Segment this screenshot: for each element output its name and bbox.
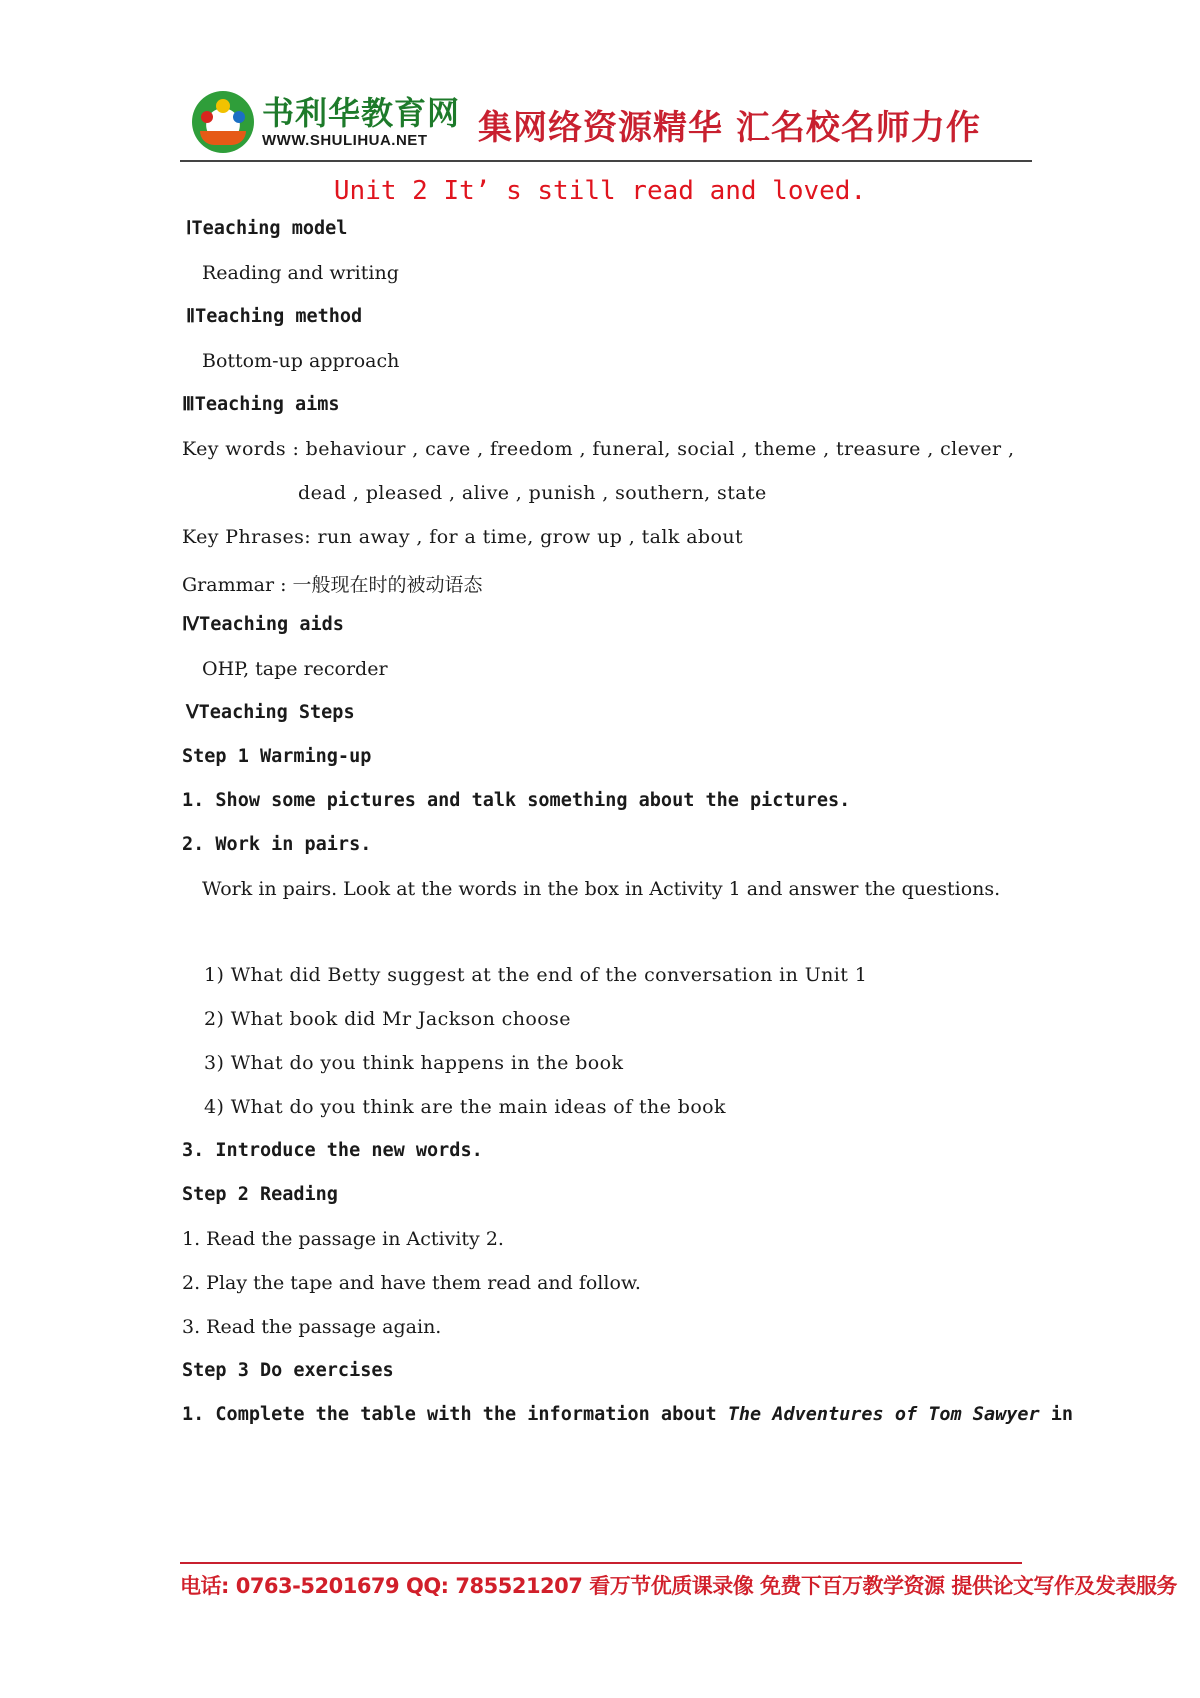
question-2: 2) What book did Mr Jackson choose <box>204 1008 571 1030</box>
question-1: 1) What did Betty suggest at the end of the conversation in Unit 1 <box>204 964 868 986</box>
step1-item-3: 3. Introduce the new words. <box>182 1140 483 1161</box>
header-slogan: 集网络资源精华 汇名校名师力作 <box>478 108 981 148</box>
step2-heading: Step 2 Reading <box>182 1184 338 1205</box>
site-logo <box>180 88 460 156</box>
key-phrases: Key Phrases: run away , for a time, grow up , talk about <box>182 526 743 548</box>
people-logo-icon <box>192 91 254 153</box>
step3-item-1-prefix: 1. Complete the table with the information about <box>182 1404 728 1425</box>
section-heading-method: ⅡTeaching method <box>186 306 363 327</box>
section-heading-model: ⅠTeaching model <box>186 218 348 239</box>
step3-item-1-suffix: in <box>1039 1404 1074 1425</box>
page-header <box>180 88 1032 156</box>
question-4: 4) What do you think are the main ideas of the book <box>204 1096 726 1118</box>
header-divider <box>180 160 1032 162</box>
section-content-model: Reading and writing <box>202 262 399 284</box>
grammar: Grammar : 一般现在时的被动语态 <box>182 574 483 596</box>
section-content-method: Bottom-up approach <box>202 350 400 372</box>
section-content-aids: OHP, tape recorder <box>202 658 388 680</box>
page-footer: 电话: 0763-5201679 QQ: 785521207 看万节优质课录像 免费下百万教学资源 提供论文写作及发表服务 <box>180 1574 1177 1598</box>
step1-item-2: 2. Work in pairs. <box>182 834 372 855</box>
step1-item-1: 1. Show some pictures and talk something about the pictures. <box>182 790 851 811</box>
logo-name: 书利华教育网 <box>262 94 461 132</box>
key-words-line-2: dead , pleased , alive , punish , southern, state <box>298 482 767 504</box>
step2-item-2: 2. Play the tape and have them read and follow. <box>182 1272 641 1294</box>
logo-url: WWW.SHULIHUA.NET <box>262 132 428 149</box>
section-heading-aims: ⅢTeaching aims <box>182 394 340 415</box>
question-3: 3) What do you think happens in the book <box>204 1052 624 1074</box>
page-title: Unit 2 It’ s still read and loved. <box>333 176 867 206</box>
section-heading-aids: ⅣTeaching aids <box>182 614 344 635</box>
key-words-line-1: Key words : behaviour , cave , freedom , funeral, social , theme , treasure , clever , <box>182 438 1015 460</box>
step2-item-1: 1. Read the passage in Activity 2. <box>182 1228 504 1250</box>
step2-item-3: 3. Read the passage again. <box>182 1316 442 1338</box>
step3-heading: Step 3 Do exercises <box>182 1360 394 1381</box>
step3-item-1 <box>182 1404 1073 1425</box>
footer-divider <box>180 1562 1022 1564</box>
section-heading-steps: ⅤTeaching Steps <box>186 702 355 723</box>
step1-heading: Step 1 Warming-up <box>182 746 372 767</box>
step1-instruction: Work in pairs. Look at the words in the box in Activity 1 and answer the questions. <box>202 878 1001 900</box>
book-title: The Adventures of Tom Sawyer <box>727 1404 1040 1425</box>
